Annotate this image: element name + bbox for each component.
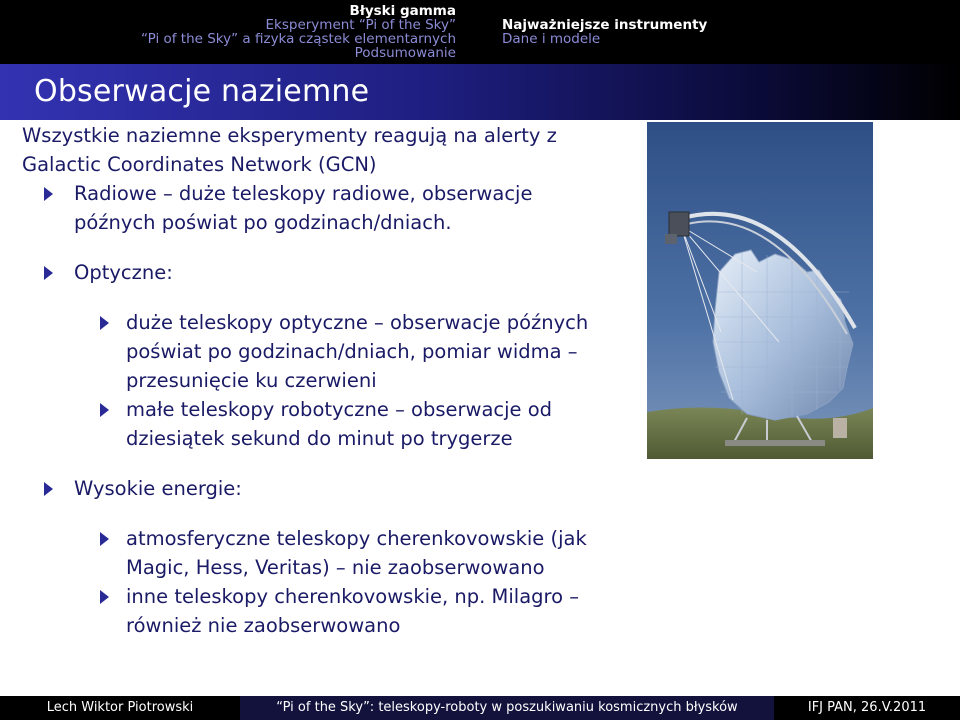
footer-author: Lech Wiktor Piotrowski (0, 696, 240, 720)
sub-list-item-text: atmosferyczne teleskopy cherenkovowskie (jak Magic, Hess, Veritas) – nie zaobserwowano (126, 527, 587, 579)
nav-subsection-instrumenty[interactable]: Najważniejsze instrumenty (502, 17, 708, 33)
triangle-bullet-icon (100, 316, 109, 330)
footer (0, 696, 960, 720)
subsection-navigation (480, 0, 960, 64)
list-item-text: Wysokie energie: (74, 477, 242, 500)
nav-section-eksperyment[interactable]: Eksperyment “Pi of the Sky” (265, 17, 456, 33)
intro-paragraph: Wszystkie naziemne eksperymenty reagują na alerty z Galactic Coordinates Network (GCN) (22, 124, 557, 176)
nav-section-blyski-gamma[interactable]: Błyski gamma (349, 3, 456, 19)
list-item (22, 474, 612, 503)
sub-list-item-text: małe teleskopy robotyczne – obserwacje od dziesiątek sekund do minut po trygerze (126, 398, 553, 450)
triangle-bullet-icon (44, 482, 53, 496)
sub-list-item-text: duże teleskopy optyczne – obserwacje późnych poświat po godzinach/dniach, pomiar widma – przesunięcie ku czerwieni (126, 311, 589, 392)
nav-subsection-dane[interactable]: Dane i modele (502, 31, 601, 47)
nav-section-fizyka[interactable]: “Pi of the Sky” a fizyka cząstek elementarnych (141, 31, 456, 47)
list-item (22, 179, 612, 237)
list-item-text: Radiowe – duże teleskopy radiowe, obserwacje późnych poświat po godzinach/dniach. (74, 182, 533, 234)
sub-list-item (22, 308, 612, 395)
nav-section-podsumowanie[interactable]: Podsumowanie (354, 45, 456, 61)
navigation-bar (0, 0, 960, 64)
sub-list-item (22, 524, 612, 582)
triangle-bullet-icon (100, 532, 109, 546)
page-title: Obserwacje naziemne (34, 74, 370, 109)
triangle-bullet-icon (100, 403, 109, 417)
sub-list-item (22, 395, 612, 453)
footer-title: “Pi of the Sky”: teleskopy-roboty w poszukiwaniu kosmicznych błysków (240, 696, 774, 720)
cherenkov-telescope-illustration (647, 122, 873, 459)
triangle-bullet-icon (44, 266, 53, 280)
list-item (22, 258, 612, 287)
telescope-photo (647, 122, 873, 459)
triangle-bullet-icon (44, 187, 53, 201)
slide-content (22, 121, 612, 640)
sub-list-item (22, 582, 612, 640)
sub-list-item-text: inne teleskopy cherenkovowskie, np. Milagro – również nie zaobserwowano (126, 585, 580, 637)
list-item-text: Optyczne: (74, 261, 173, 284)
triangle-bullet-icon (100, 590, 109, 604)
section-navigation (0, 0, 480, 64)
footer-date: IFJ PAN, 26.V.2011 (774, 696, 960, 720)
title-band (0, 64, 960, 120)
